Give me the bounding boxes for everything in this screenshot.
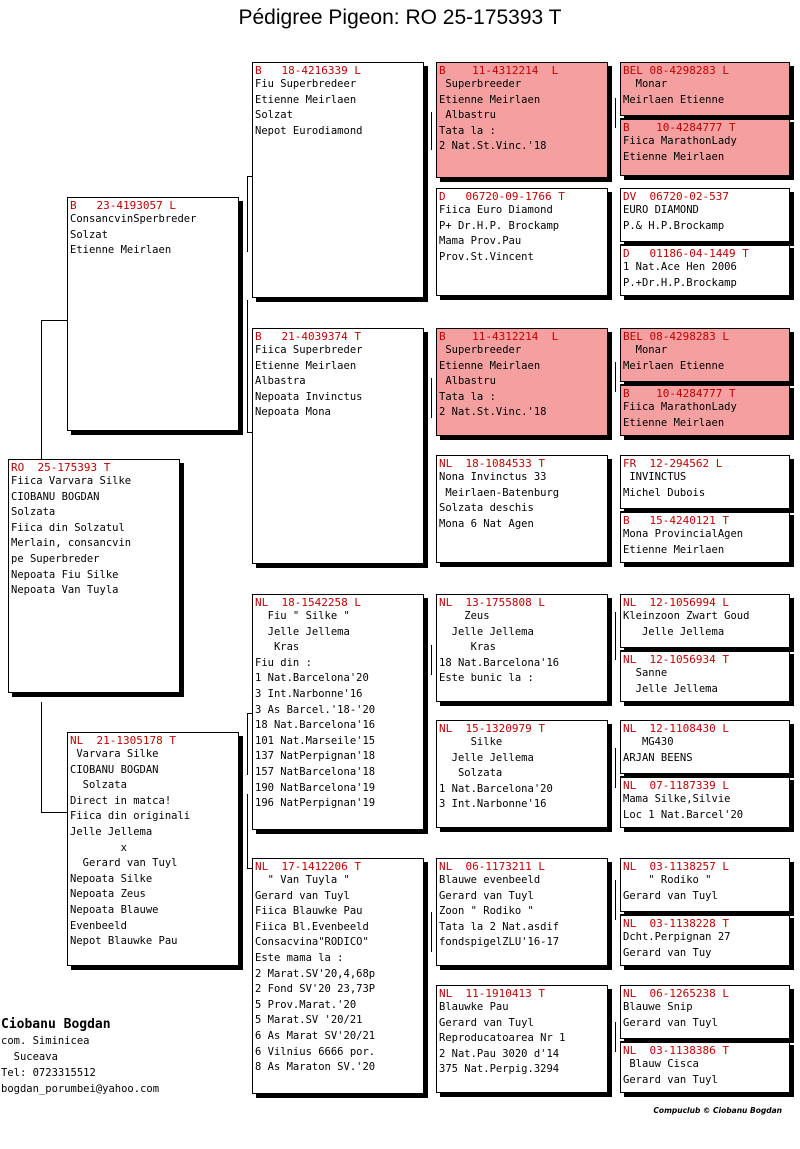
ring-number: B 18-4216339 L [255,64,361,77]
connector-line [615,748,616,788]
ring-number: B 21-4039374 T [255,330,361,343]
ring-number: BEL 08-4298283 L [623,330,729,343]
pedigree-box-g11 [620,720,790,774]
info-line: Gerard van Tuyl [623,1016,718,1029]
ring-number: D 06720-09-1766 T [439,190,565,203]
info-line: Prov.St.Vincent [439,250,534,263]
info-line: Fiica din Solzatul [11,521,125,534]
connector-line [431,378,432,418]
info-line: 3 Int.Narbonne'16 [439,798,547,811]
info-line: Blauwe evenbeeld [439,874,541,886]
info-line: 3 Int.Narbonne'16 [255,687,363,700]
ring-number: DV 06720-02-537 [623,190,729,203]
info-line: Jelle Jellema [623,625,725,638]
info-line: 1 Nat.Barcelona'20 [439,782,553,795]
pedigree-box-subject [8,459,180,693]
info-line: 1 Nat.Barcelona'20 [255,672,369,685]
info-line: Mona 6 Nat Agen [439,517,534,530]
info-line: Solzat [70,228,108,241]
info-line: Gerard van Tuyl [255,889,350,902]
ring-number: D 01186-04-1449 T [623,247,749,260]
info-line: Zoon " Rodiko " [439,905,534,918]
connector-line [615,98,616,128]
info-line: Gerard van Tuyl [623,889,718,902]
info-line: 6 As Marat SV'20/21 [255,1029,376,1042]
info-line: ARJAN BEENS [623,751,693,764]
info-line: Evenbeeld [70,919,127,932]
info-line: x [70,841,127,854]
pedigree-box-g15 [620,985,790,1039]
owner-phone: Tel: 0723315512 [1,1067,96,1079]
info-line: Fiica Euro Diamond [439,204,553,216]
info-line: 157 NatBarcelona'18 [255,765,376,778]
owner-name: Ciobanu Bogdan [1,1017,111,1032]
pedigree-box-sire [67,197,239,431]
ring-number: NL 13-1755808 L [439,596,545,609]
pedigree-box-g2 [620,118,790,176]
info-line: Loc 1 Nat.Barcel'20 [623,808,744,821]
info-line: 2 Nat.St.Vinc.'18 [439,406,547,419]
info-line: Albastra [255,375,306,388]
connector-line [41,320,42,460]
ring-number: NL 06-1173211 L [439,860,545,873]
info-line: Fiica Blauwke Pau [255,905,363,918]
pedigree-box-sss [436,62,608,178]
connector-line [431,645,432,675]
ring-number: NL 17-1412206 T [255,860,361,873]
info-line: Albastru [439,109,496,122]
connector-line [615,1022,616,1052]
footer-credit: Compuclub © Ciobanu Bogdan [653,1106,782,1115]
info-line: Jelle Jellema [255,625,350,638]
info-line: EURO DIAMOND [623,204,699,216]
info-line: 1 Nat.Ace Hen 2006 [623,261,737,273]
pedigree-box-g16 [620,1041,790,1093]
ring-number: NL 06-1265238 L [623,987,729,1000]
info-line: Este bunic la : [439,672,534,685]
info-line: Tata la : [439,124,496,137]
info-line: Merlain, consancvin [11,537,132,550]
owner-city: Suceava [1,1051,58,1063]
info-line: Albastru [439,375,496,388]
ring-number: B 11-4312214 L [439,330,559,343]
connector-line [247,176,248,252]
info-line: Mona ProvincialAgen [623,528,744,540]
info-line: Kras [255,641,300,654]
info-line: fondspigelZLU'16-17 [439,936,560,949]
ring-number: NL 15-1320979 T [439,722,545,735]
info-line: Solzata [439,767,503,780]
pedigree-box-g1 [620,62,790,116]
info-line: Fiu Superbredeer [255,78,357,90]
info-line: 2 Fond SV'20 23,73P [255,983,376,996]
info-line: ConsancvinSperbreder [70,213,197,225]
ring-number: NL 03-1138228 T [623,917,729,930]
pedigree-box-dam-dam [252,858,424,1094]
info-line: Nepot Blauwke Pau [70,935,178,948]
info-line: Etienne Meirlaen [623,416,725,429]
info-line: Meirlaen Etienne [623,359,725,372]
info-line: Gerard van Tuy [623,946,712,959]
info-line: Blauw Cisca [623,1058,699,1070]
info-line: Etienne Meirlaen [255,359,357,372]
pedigree-box-sdd [436,455,608,563]
connector-line [615,880,616,920]
info-line: 101 Nat.Marseile'15 [255,734,376,747]
info-line: Fiica Varvara Silke [11,475,132,487]
info-line: Fiica MarathonLady [623,401,737,413]
info-line: Superbreeder [439,344,522,356]
pedigree-box-g6 [620,384,790,436]
info-line: Solzata [70,779,127,792]
connector-line [615,612,616,660]
pedigree-box-dds [436,858,608,966]
info-line: P.& H.P.Brockamp [623,219,725,232]
info-line: Blauwke Pau [439,1001,509,1013]
info-line: Fiica MarathonLady [623,135,737,147]
info-line: CIOBANU BOGDAN [70,763,159,776]
info-line: Sanne [623,667,668,679]
info-line: 3 As Barcel.'18-'20 [255,703,376,716]
info-line: Nepoata Blauwe [70,903,159,916]
info-line: Reproducatoarea Nr 1 [439,1032,566,1045]
info-line: Tata la 2 Nat.asdif [439,920,560,933]
info-line: Nepoata Invinctus [255,390,363,403]
info-line: Meirlaen Etienne [623,93,725,106]
info-line: 375 Nat.Perpig.3294 [439,1063,560,1076]
pedigree-box-sire-dam [252,328,424,564]
connector-line [247,794,248,868]
info-line: Mama Prov.Pau [439,235,522,248]
ring-number: B 10-4284777 T [623,121,736,134]
pedigree-box-g10 [620,650,790,702]
ring-number: B 10-4284777 T [623,387,736,400]
info-line: Kras [439,641,496,654]
pedigree-box-g5 [620,328,790,382]
info-line: Fiu " Silke " [255,610,350,622]
pedigree-box-g12 [620,776,790,828]
pedigree-box-dss [436,594,608,702]
ring-number: B 23-4193057 L [70,199,176,212]
info-line: Nepoata Fiu Silke [11,568,119,581]
connector-line [247,300,248,432]
pedigree-box-g14 [620,914,790,966]
info-line: Gerard van Tuyl [439,1016,534,1029]
page-title: Pédigree Pigeon: RO 25-175393 T [238,6,562,29]
pedigree-box-g3 [620,188,790,242]
info-line: Consacvina"RODICO" [255,936,369,949]
pedigree-box-dam [67,732,239,966]
connector-line [247,713,248,775]
info-line: Etienne Meirlaen [439,359,541,372]
info-line: Blauwe Snip [623,1001,693,1013]
connector-line [615,362,616,392]
info-line: CIOBANU BOGDAN [11,490,100,503]
info-line: 196 NatPerpignan'19 [255,797,376,810]
info-line: 2 Nat.Pau 3020 d'14 [439,1047,560,1060]
info-line: Etienne Meirlaen [439,93,541,106]
info-line: 5 Marat.SV '20/21 [255,1014,363,1027]
info-line: Monar [623,78,668,90]
info-line: Nepoata Mona [255,406,331,419]
pedigree-box-dsd [436,720,608,828]
info-line: Nona Invinctus 33 [439,471,547,483]
info-line: Jelle Jellema [623,682,718,695]
ring-number: NL 18-1542258 L [255,596,361,609]
info-line: Gerard van Tuyl [623,1073,718,1086]
info-line: Gerard van Tuyl [439,889,534,902]
pedigree-box-g7 [620,455,790,509]
info-line: Direct in matca! [70,794,172,807]
info-line: Etienne Meirlaen [70,244,172,257]
info-line: 190 NatBarcelona'19 [255,781,376,794]
ring-number: RO 25-175393 T [11,461,111,474]
info-line: 137 NatPerpignan'18 [255,750,376,763]
info-line: Nepoata Silke [70,872,153,885]
pedigree-box-sire-sire [252,62,424,298]
info-line: Gerard van Tuyl [70,857,178,870]
connector-line [431,912,432,952]
ring-number: NL 12-1056934 T [623,653,729,666]
pedigree-box-g9 [620,594,790,648]
info-line: Solzata deschis [439,502,534,515]
info-line: " Van Tuyla " [255,874,350,886]
info-line: 5 Prov.Marat.'20 [255,998,357,1011]
info-line: Solzata [11,506,56,519]
info-line: Dcht.Perpignan 27 [623,931,731,943]
ring-number: NL 11-1910413 T [439,987,545,1000]
info-line: INVINCTUS [623,471,687,483]
pedigree-box-sds [436,328,608,436]
ring-number: B 11-4312214 L [439,64,559,77]
ring-number: FR 12-294562 L [623,457,723,470]
info-line: Zeus [439,610,490,622]
ring-number: BEL 08-4298283 L [623,64,729,77]
info-line: Kleinzoon Zwart Goud [623,610,750,622]
info-line: 18 Nat.Barcelona'16 [255,719,376,732]
info-line: MG430 [623,736,674,748]
ring-number: NL 12-1108430 L [623,722,729,735]
info-line: Tata la : [439,390,496,403]
connector-line [431,112,432,150]
pedigree-box-ddd [436,985,608,1093]
info-line: Este mama la : [255,951,344,964]
info-line: 6 Vilnius 6666 por. [255,1045,376,1058]
info-line: Fiica din originali [70,810,191,823]
info-line: 18 Nat.Barcelona'16 [439,656,560,669]
pedigree-box-g4 [620,244,790,296]
ring-number: B 15-4240121 T [623,514,729,527]
pedigree-box-ssd [436,188,608,296]
info-line: Superbreeder [439,78,522,90]
info-line: Fiica Superbreder [255,344,363,356]
info-line: Jelle Jellema [439,625,534,638]
connector-line [41,812,68,813]
owner-address: com. Siminicea [1,1035,90,1047]
info-line: Michel Dubois [623,486,706,499]
info-line: Fiu din : [255,656,312,669]
ring-number: NL 03-1138386 T [623,1044,729,1057]
info-line: Etienne Meirlaen [255,93,357,106]
info-line: Etienne Meirlaen [623,543,725,556]
pedigree-box-dam-sire [252,594,424,830]
info-line: Fiica Bl.Evenbeeld [255,920,369,933]
info-line: Monar [623,344,668,356]
info-line: Nepoata Van Tuyla [11,584,119,597]
pedigree-box-g13 [620,858,790,912]
info-line: Varvara Silke [70,748,159,760]
ring-number: NL 21-1305178 T [70,734,176,747]
info-line: Silke [439,736,503,748]
info-line: Mama Silke,Silvie [623,793,731,805]
info-line: 8 As Maraton SV.'20 [255,1061,376,1074]
info-line: Meirlaen-Batenburg [439,486,560,499]
info-line: P+ Dr.H.P. Brockamp [439,219,560,232]
info-line: Nepot Eurodiamond [255,124,363,137]
info-line: 2 Marat.SV'20,4,68p [255,967,376,980]
connector-line [41,702,42,812]
info-line: pe Superbreder [11,552,100,565]
owner-info [1,1016,159,1097]
ring-number: NL 07-1187339 L [623,779,729,792]
info-line: Solzat [255,109,293,122]
ring-number: NL 03-1138257 L [623,860,729,873]
info-line: " Rodiko " [623,874,712,886]
connector-line [41,320,68,321]
info-line: 2 Nat.St.Vinc.'18 [439,140,547,153]
info-line: P.+Dr.H.P.Brockamp [623,276,737,289]
pedigree-box-g8 [620,511,790,563]
info-line: Jelle Jellema [439,751,534,764]
info-line: Jelle Jellema [70,825,153,838]
info-line: Etienne Meirlaen [623,150,725,163]
owner-email: bogdan_porumbei@yahoo.com [1,1083,160,1095]
info-line: Nepoata Zeus [70,888,146,901]
ring-number: NL 18-1084533 T [439,457,545,470]
ring-number: NL 12-1056994 L [623,596,729,609]
